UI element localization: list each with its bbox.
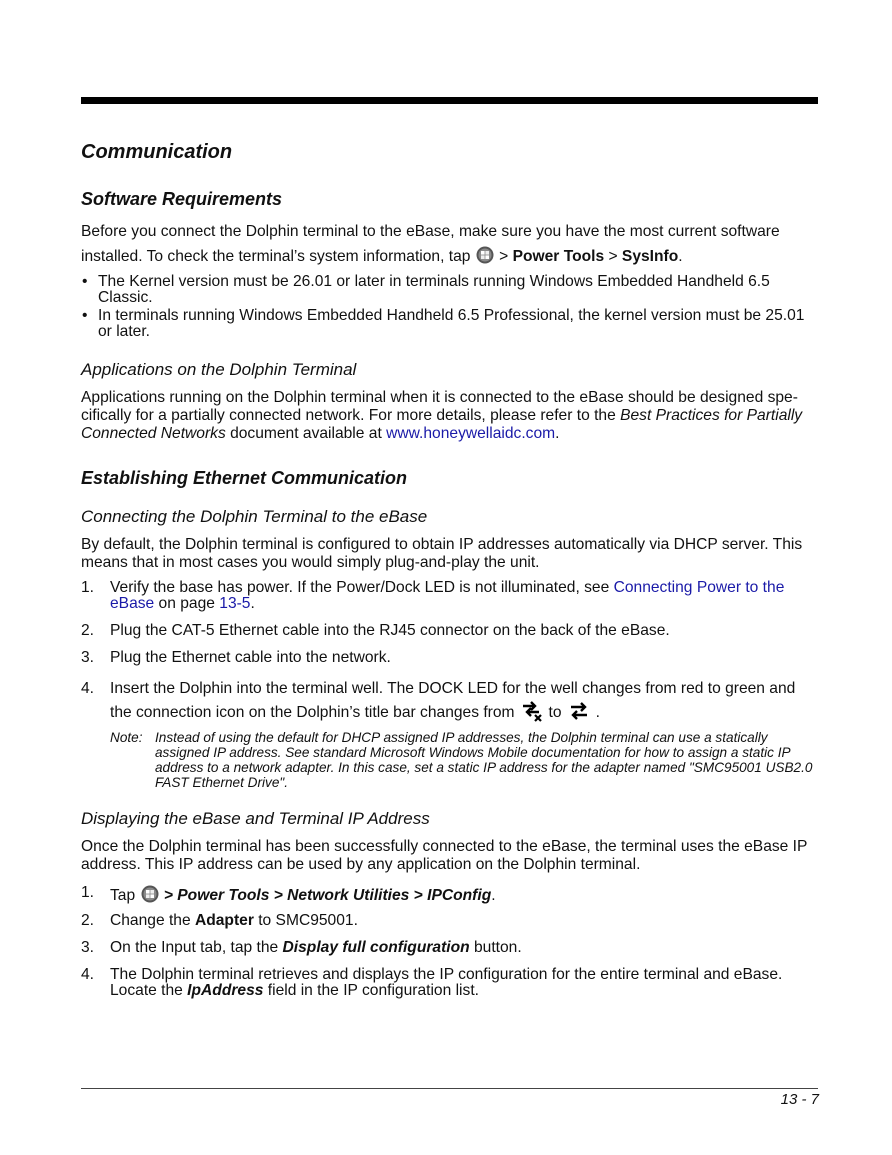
software-requirements-intro: Before you connect the Dolphin terminal to the eBase, make sure you have the most current software installed. To check the terminal’s system information, tap > Power Tools > SysInfo. [81,223,780,265]
windows-start-icon [141,885,159,903]
list-item: • The Kernel version must be 26.01 or later in terminals running Windows Embedded Handheld 6.5 Classic. [81,274,818,306]
note: Note: Instead of using the default for DHCP assigned IP addresses, the Dolphin terminal can use a statically assigned IP address. See standard Microsoft Windows Mobile documentation for how to assign a static IP address to a network adapter. In this case, set a static IP address for the adapter named "SMC95001 USB2.0 FAST Ethernet Drive". [110,730,813,790]
content [81,137,818,1010]
ethernet-heading: Establishing Ethernet Communication [81,468,408,488]
page-number: 13 - 7 [780,1091,819,1108]
connecting-intro: By default, the Dolphin terminal is configured to obtain IP addresses automatically via DHCP server. This means that in most cases you would simply plug-and-play the unit. [81,536,803,571]
list-item: 3. Plug the Ethernet cable into the network. [81,649,391,666]
list-item: • In terminals running Windows Embedded Handheld 6.5 Professional, the kernel version must be 25.01 or later. [81,308,818,340]
list-item: 3. On the Input tab, tap the Display full configuration button. [81,939,522,956]
software-requirements-heading: Software Requirements [81,189,283,209]
section-title: Communication [81,141,233,163]
displaying-steps [81,885,818,999]
connecting-power-link[interactable]: Connecting Power to the eBase [110,579,785,612]
list-item: 1. Verify the base has power. If the Power/Dock LED is not illuminated, see Connecting Power to the eBase on page 13-5. [81,579,785,612]
connecting-heading: Connecting the Dolphin Terminal to the eBase [81,507,428,526]
footer-rule [81,1088,818,1089]
windows-start-icon [476,246,494,264]
list-item: 2. Plug the CAT-5 Ethernet cable into the RJ45 connector on the back of the eBase. [81,622,670,639]
honeywell-link[interactable]: www.honeywellaidc.com [386,425,556,442]
connection-connected-icon [568,700,590,722]
displaying-intro: Once the Dolphin terminal has been successfully connected to the eBase, the terminal uses the eBase IP address. This IP address can be used by any application on the Dolphin terminal. [81,838,808,873]
connection-disconnected-icon [521,700,543,722]
list-item: 1. Tap > Power Tools > Network Utilities > IPConfig. [81,884,496,904]
top-rule [81,97,818,104]
applications-heading: Applications on the Dolphin Terminal [81,360,357,379]
applications-paragraph: Applications running on the Dolphin terminal when it is connected to the eBase should be designed spe-cifically for a partially connected network. For more details, please refer to the Best Practices for Partially Connected Networks document available at www.honeywellaidc.com. [81,389,803,442]
connecting-steps [81,580,818,724]
displaying-heading: Displaying the eBase and Terminal IP Address [81,809,430,828]
page-link[interactable]: 13-5 [219,595,251,612]
list-item: 4. The Dolphin terminal retrieves and displays the IP configuration for the entire terminal and eBase. Locate the IpAddress field in the IP configuration list. [81,966,783,999]
list-item: 4. Insert the Dolphin into the terminal well. The DOCK LED for the well changes from red to green and the connection icon on the Dolphin’s title bar changes from to . [81,680,796,721]
list-item: 2. Change the Adapter to SMC95001. [81,912,358,929]
requirements-list [81,274,818,340]
